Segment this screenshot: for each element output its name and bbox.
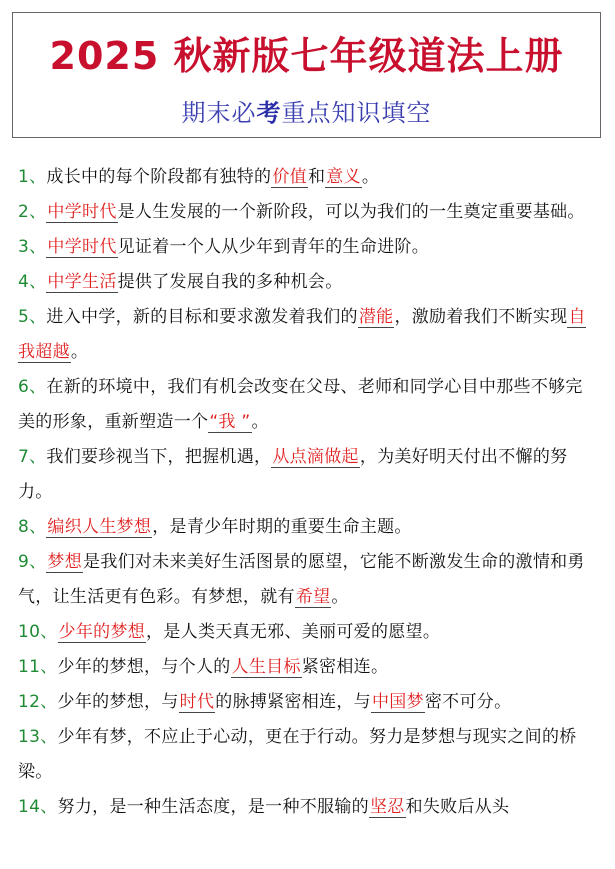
key-term: 自我超越 bbox=[18, 307, 586, 362]
knowledge-item bbox=[18, 545, 600, 615]
knowledge-item bbox=[18, 300, 600, 370]
item-number: 6、 bbox=[18, 377, 47, 397]
knowledge-item bbox=[18, 720, 600, 790]
knowledge-item bbox=[18, 685, 600, 720]
subtitle-text-after: 重点知识填空 bbox=[281, 99, 432, 127]
item-text: 我们要珍视当下，把握机遇， bbox=[46, 447, 272, 467]
item-number: 14、 bbox=[18, 797, 58, 817]
knowledge-item bbox=[18, 160, 600, 195]
item-number: 8、 bbox=[18, 517, 47, 537]
item-text: 和 bbox=[307, 167, 326, 187]
item-text: 提供了发展自我的多种机会。 bbox=[117, 272, 343, 292]
key-term: 中学时代 bbox=[47, 237, 117, 257]
item-text: 的脉搏紧密相连，与 bbox=[215, 692, 371, 712]
item-text: ，激励着我们不断实现 bbox=[394, 307, 568, 327]
knowledge-item bbox=[18, 195, 600, 230]
item-number: 4、 bbox=[18, 272, 47, 292]
item-text: 。 bbox=[70, 342, 89, 362]
knowledge-item bbox=[18, 650, 600, 685]
item-number: 12、 bbox=[18, 692, 58, 712]
key-term: 从点滴做起 bbox=[272, 447, 359, 467]
item-text: 密不可分。 bbox=[424, 692, 512, 712]
key-term: 中学生活 bbox=[47, 272, 117, 292]
item-number: 7、 bbox=[18, 447, 47, 467]
knowledge-item bbox=[18, 265, 600, 300]
item-text: 少年有梦，不应止于心动，更在于行动。努力是梦想与现实之间的桥梁。 bbox=[18, 727, 577, 782]
item-number: 13、 bbox=[18, 727, 58, 747]
key-term: 编织人生梦想 bbox=[47, 517, 152, 537]
item-text: ，是人类天真无邪、美丽可爱的愿望。 bbox=[146, 622, 441, 642]
knowledge-item bbox=[18, 615, 600, 650]
item-text: 。 bbox=[361, 167, 380, 187]
item-text: 在新的环境中，我们有机会改变在父母、老师和同学心目中那些不够完美的形象，重新塑造一个 bbox=[18, 377, 583, 432]
key-term: 梦想 bbox=[47, 552, 83, 572]
item-text: 少年的梦想，与 bbox=[57, 692, 179, 712]
item-text: ，是青少年时期的重要生命主题。 bbox=[152, 517, 412, 537]
item-number: 9、 bbox=[18, 552, 47, 572]
key-term: 意义 bbox=[326, 167, 361, 187]
item-text: 。 bbox=[251, 412, 269, 432]
key-term: 中国梦 bbox=[371, 692, 424, 712]
item-number: 1、 bbox=[18, 167, 47, 187]
item-text: 进入中学，新的目标和要求激发着我们的 bbox=[46, 307, 358, 327]
item-number: 5、 bbox=[18, 307, 47, 327]
item-text: 成长中的每个阶段都有独特的 bbox=[46, 167, 272, 187]
item-number: 10、 bbox=[18, 622, 58, 642]
page-title: 2025 秋新版七年级道法上册 bbox=[49, 34, 564, 78]
key-term: 少年的梦想 bbox=[58, 622, 146, 642]
item-number: 2、 bbox=[18, 202, 47, 222]
key-term: 潜能 bbox=[358, 307, 394, 327]
page-subtitle bbox=[13, 93, 600, 128]
knowledge-list bbox=[18, 160, 600, 825]
key-term: 中学时代 bbox=[47, 202, 117, 222]
knowledge-item bbox=[18, 370, 600, 440]
item-text: 努力，是一种生活态度，是一种不服输的 bbox=[57, 797, 369, 817]
knowledge-item bbox=[18, 510, 600, 545]
key-term: 人生目标 bbox=[231, 657, 301, 677]
key-term: 时代 bbox=[179, 692, 215, 712]
key-term: “我 ” bbox=[209, 412, 251, 432]
knowledge-item bbox=[18, 440, 600, 510]
subtitle-emphasis: 考 bbox=[256, 98, 282, 127]
item-text: 是人生发展的一个新阶段，可以为我们的一生奠定重要基础。 bbox=[117, 202, 585, 222]
item-text: 是我们对未来美好生活图景的愿望，它能不断激发生命的激情和勇气，让生活更有色彩。有梦想，就有 bbox=[18, 552, 585, 607]
item-text: ，为美好明天付出不懈的努力。 bbox=[18, 447, 568, 502]
item-text: 。 bbox=[331, 587, 349, 607]
title-box bbox=[12, 12, 601, 138]
item-text: 见证着一个人从少年到青年的生命进阶。 bbox=[117, 237, 430, 257]
key-term: 希望 bbox=[295, 587, 331, 607]
key-term: 价值 bbox=[272, 167, 307, 187]
item-text: 少年的梦想，与个人的 bbox=[57, 657, 231, 677]
item-number: 11、 bbox=[18, 657, 58, 677]
key-term: 坚忍 bbox=[369, 797, 405, 817]
item-number: 3、 bbox=[18, 237, 47, 257]
item-text: 紧密相连。 bbox=[301, 657, 389, 677]
knowledge-item bbox=[18, 790, 600, 825]
item-text: 和失败后从头 bbox=[405, 797, 510, 817]
knowledge-item bbox=[18, 230, 600, 265]
subtitle-text-before: 期末必 bbox=[181, 99, 257, 127]
